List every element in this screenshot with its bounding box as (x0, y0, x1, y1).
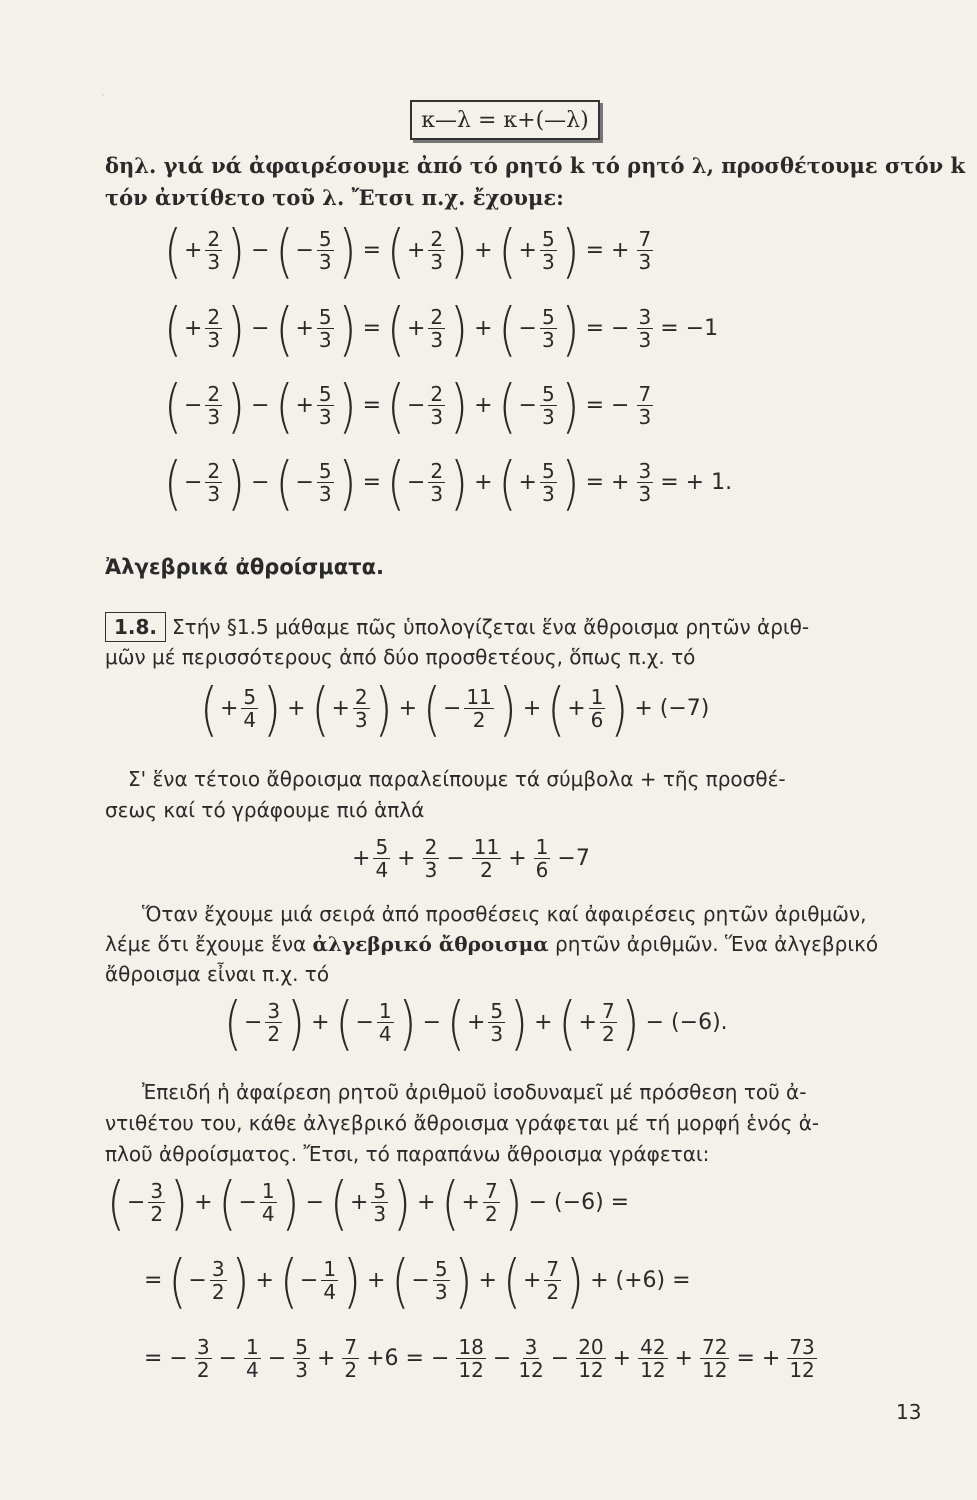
example-equation-2: ( + $\frac{2}{3}$ ) − ( + $\frac{5}{3}$ ) = ( + $\frac{2}{3}$ ) + ( − $\frac{5}{3}$ ) = − $\frac{3}{3}$ = −1 (164, 294, 719, 363)
section-p2-line2: σεως καί τό γράφουμε πιό ἁπλά (105, 798, 425, 822)
intro-line-1: δηλ. γιά νά ἀφαιρέσουμε ἀπό τό ρητό k τό ρητό λ, προσθέτουμε στόν k (105, 153, 966, 178)
rewrite-equation-3: = − $\frac{3}{2}$ − $\frac{1}{4}$ − $\frac{5}{3}$ + $\frac{7}{2}$ +6 = − $\frac{18}{12}$ − $\frac{3}{12}$ − $\frac{20}{12}$ + $\frac{42}{12}$ + $\frac{72}{12}$ = + $\frac{73}{12}$ (144, 1335, 815, 1382)
algebraic-sum-term: ἀλγεβρικό ἄθροισμα (312, 932, 549, 956)
example-equation-1: ( + $\frac{2}{3}$ ) − ( − $\frac{5}{3}$ ) = ( + $\frac{2}{3}$ ) + ( + $\frac{5}{3}$ ) = + $\frac{7}{3}$ (164, 216, 652, 285)
section-p4-line1: Ἐπειδή ἡ ἀφαίρεση ρητοῦ ἀριθμοῦ ἰσοδυναμεῖ μέ πρόσθεση τοῦ ἀ- (142, 1080, 807, 1104)
section-heading: Ἀλγεβρικά ἀθροίσματα. (105, 555, 384, 579)
bleed-through-text: . (100, 80, 106, 101)
simplified-sum-equation: + $\frac{5}{4}$ + $\frac{2}{3}$ − $\frac{11}{2}$ + $\frac{1}{6}$ −7 (352, 835, 590, 882)
intro-line-2: τόν ἀντίθετο τοῦ λ. Ἔτσι π.χ. ἔχουμε: (105, 185, 564, 210)
section-p2-line1: Σ' ἕνα τέτοιο ἄθροισμα παραλείπουμε τά σύμβολα + τῆς προσθέ- (128, 767, 786, 791)
rewrite-equation-2: = ( − $\frac{3}{2}$ ) + ( − $\frac{1}{4}$ ) + ( − $\frac{5}{3}$ ) + ( + $\frac{7}{2}$ ) + (+6) = (144, 1246, 691, 1315)
p3-text-a: λέμε ὅτι ἔχουμε ἕνα (105, 932, 313, 956)
sum-equation: ( + $\frac{5}{4}$ ) + ( + $\frac{2}{3}$ ) + ( − $\frac{11}{2}$ ) + ( + $\frac{1}{6}$ ) + (−7) (200, 674, 710, 743)
algebraic-sum-equation: ( − $\frac{3}{2}$ ) + ( − $\frac{1}{4}$ ) − ( + $\frac{5}{3}$ ) + ( + $\frac{7}{2}$ ) − (−6). (224, 988, 728, 1057)
section-p3-line2 (105, 930, 905, 958)
section-p3-line1: Ὅταν ἔχουμε μιά σειρά ἀπό προσθέσεις καί ἀφαιρέσεις ρητῶν ἀριθμῶν, (142, 902, 867, 926)
section-p4-line3: πλοῦ ἀθροίσματος. Ἔτσι, τό παραπάνω ἄθροισμα γράφεται: (105, 1142, 710, 1166)
section-number: 1.8. (105, 612, 166, 642)
section-p1-line1: Στήν §1.5 μάθαμε πῶς ὑπολογίζεται ἕνα ἄθροισμα ρητῶν ἀριθ- (172, 615, 810, 639)
section-paragraph-1a (105, 612, 905, 642)
section-p1-line2: μῶν μέ περισσότερους ἀπό δύο προσθετέους, ὅπως π.χ. τό (105, 645, 696, 669)
section-p3-line3: ἄθροισμα εἶναι π.χ. τό (105, 962, 330, 986)
p3-text-b: ρητῶν ἀριθμῶν. Ἕνα ἀλγεβρικό (548, 932, 879, 956)
section-p4-line2: ντιθέτου του, κάθε ἀλγεβρικό ἄθροισμα γράφεται μέ τή μορφή ἑνός ἀ- (105, 1111, 820, 1135)
page-number: 13 (896, 1400, 922, 1424)
example-equation-4: ( − $\frac{2}{3}$ ) − ( − $\frac{5}{3}$ ) = ( − $\frac{2}{3}$ ) + ( + $\frac{5}{3}$ ) = + $\frac{3}{3}$ = + 1. (164, 448, 733, 517)
example-equation-3: ( − $\frac{2}{3}$ ) − ( + $\frac{5}{3}$ ) = ( − $\frac{2}{3}$ ) + ( − $\frac{5}{3}$ ) = − $\frac{7}{3}$ (164, 371, 652, 440)
rewrite-equation-1: ( − $\frac{3}{2}$ ) + ( − $\frac{1}{4}$ ) − ( + $\frac{5}{3}$ ) + ( + $\frac{7}{2}$ ) − (−6) = (107, 1168, 630, 1237)
boxed-formula: κ—λ = κ+(—λ) (410, 100, 600, 140)
